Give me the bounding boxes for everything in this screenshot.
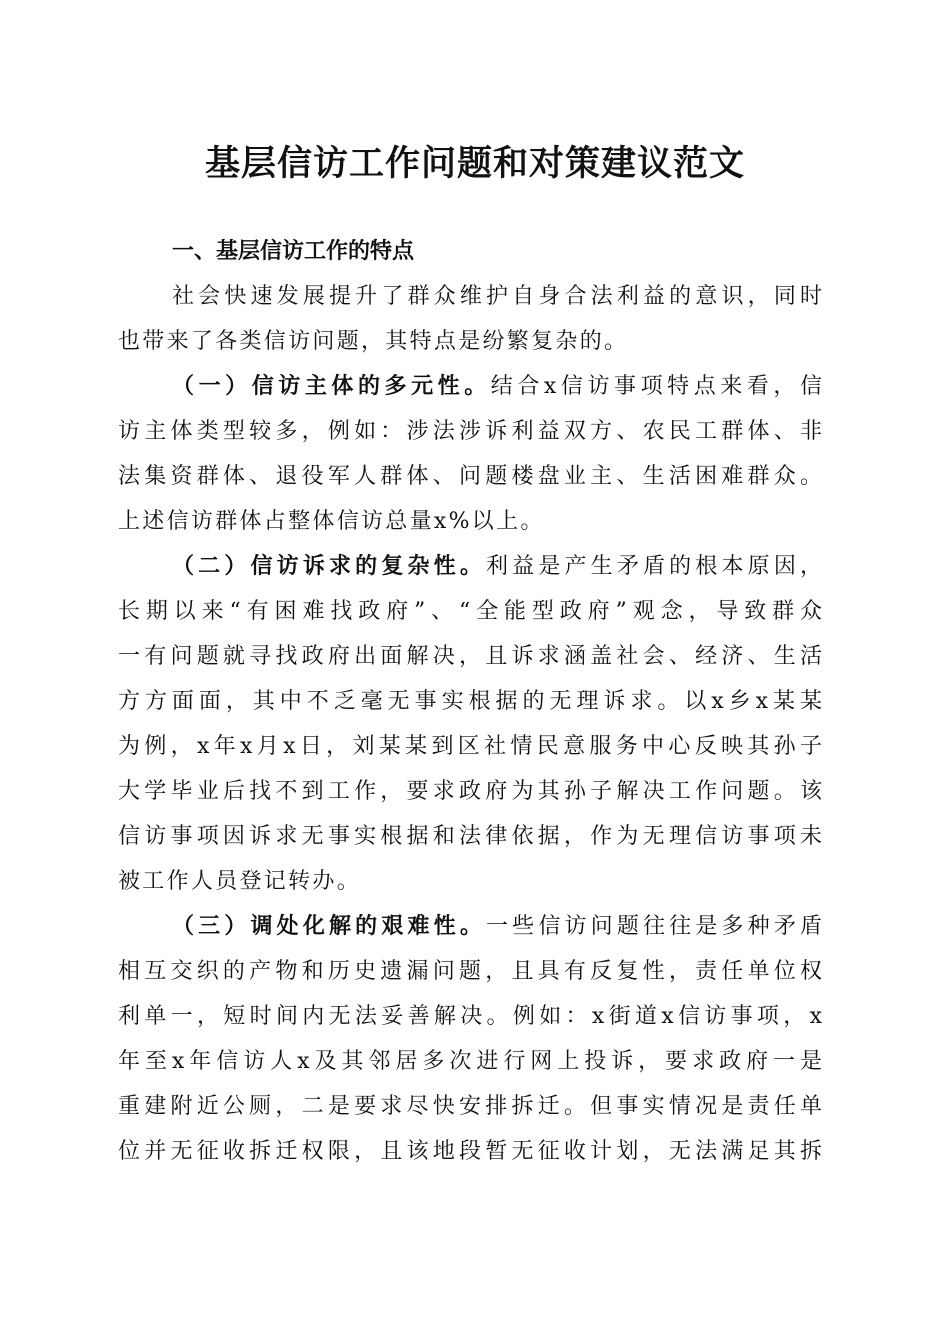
line-text: 上述信访群体占整体信访总量x%以上。 bbox=[118, 509, 545, 534]
text-line bbox=[118, 1129, 822, 1174]
text-line bbox=[118, 769, 822, 814]
line-text: 访主体类型较多，例如：涉法涉诉利益双方、农民工群体、非 bbox=[118, 419, 822, 444]
document-body bbox=[118, 229, 822, 1174]
paragraph bbox=[118, 364, 822, 544]
text-line bbox=[118, 589, 822, 634]
line-text: 年至x年信访人x及其邻居多次进行网上投诉，要求政府一是 bbox=[118, 1049, 822, 1074]
line-text: 位并无征收拆迁权限，且该地段暂无征收计划，无法满足其拆 bbox=[118, 1139, 822, 1164]
paragraph bbox=[118, 274, 822, 364]
line-text: 相互交织的产物和历史遗漏问题，且具有反复性，责任单位权 bbox=[118, 959, 822, 984]
line-text: 结合x信访事项特点来看，信 bbox=[490, 374, 822, 399]
text-line bbox=[118, 319, 822, 364]
line-text: 长期以来“有困难找政府”、“全能型政府”观念，导致群众 bbox=[118, 599, 822, 624]
paragraph-lead: （三）调处化解的艰难性。 bbox=[172, 913, 486, 939]
text-line bbox=[118, 724, 822, 769]
line-text: 为例，x年x月x日，刘某某到区社情民意服务中心反映其孙子 bbox=[118, 734, 822, 759]
text-line bbox=[118, 1084, 822, 1129]
line-text: 大学毕业后找不到工作，要求政府为其孙子解决工作问题。该 bbox=[118, 779, 822, 804]
paragraph bbox=[118, 544, 822, 904]
section-heading: 一、基层信访工作的特点 bbox=[172, 239, 415, 264]
text-line bbox=[118, 859, 822, 904]
line-text: 一有问题就寻找政府出面解决，且诉求涵盖社会、经济、生活 bbox=[118, 644, 822, 669]
line-text: 社会快速发展提升了群众维护自身合法利益的意识，同时 bbox=[172, 284, 822, 309]
text-line bbox=[118, 364, 822, 409]
paragraphs bbox=[118, 274, 822, 1174]
paragraph-lead: （一）信访主体的多元性。 bbox=[172, 373, 491, 399]
text-line bbox=[118, 679, 822, 724]
line-text: 利益是产生矛盾的根本原因， bbox=[486, 554, 822, 579]
line-text: 重建附近公厕，二是要求尽快安排拆迁。但事实情况是责任单 bbox=[118, 1094, 822, 1119]
text-line bbox=[118, 994, 822, 1039]
text-line bbox=[118, 814, 822, 859]
document-title: 基层信访工作问题和对策建议范文 bbox=[204, 143, 745, 184]
text-line bbox=[118, 634, 822, 679]
text-line bbox=[118, 454, 822, 499]
line-text: 利单一，短时间内无法妥善解决。例如：x街道x信访事项，x bbox=[118, 1004, 822, 1029]
line-text: 被工作人员登记转办。 bbox=[118, 869, 362, 894]
line-text: 方方面面，其中不乏毫无事实根据的无理诉求。以x乡x某某 bbox=[118, 689, 822, 714]
text-line bbox=[118, 1039, 822, 1084]
line-text: 也带来了各类信访问题，其特点是纷繁复杂的。 bbox=[118, 329, 629, 354]
paragraph bbox=[118, 904, 822, 1174]
text-line bbox=[118, 949, 822, 994]
text-line bbox=[118, 274, 822, 319]
text-line bbox=[118, 409, 822, 454]
line-text: 法集资群体、退役军人群体、问题楼盘业主、生活困难群众。 bbox=[118, 464, 822, 489]
text-line bbox=[118, 904, 822, 949]
paragraph-lead: （二）信访诉求的复杂性。 bbox=[172, 553, 486, 579]
line-text: 信访事项因诉求无事实根据和法律依据，作为无理信访事项未 bbox=[118, 824, 822, 849]
line-text: 一些信访问题往往是多种矛盾 bbox=[486, 914, 822, 939]
text-line bbox=[118, 499, 822, 544]
text-line bbox=[118, 544, 822, 589]
